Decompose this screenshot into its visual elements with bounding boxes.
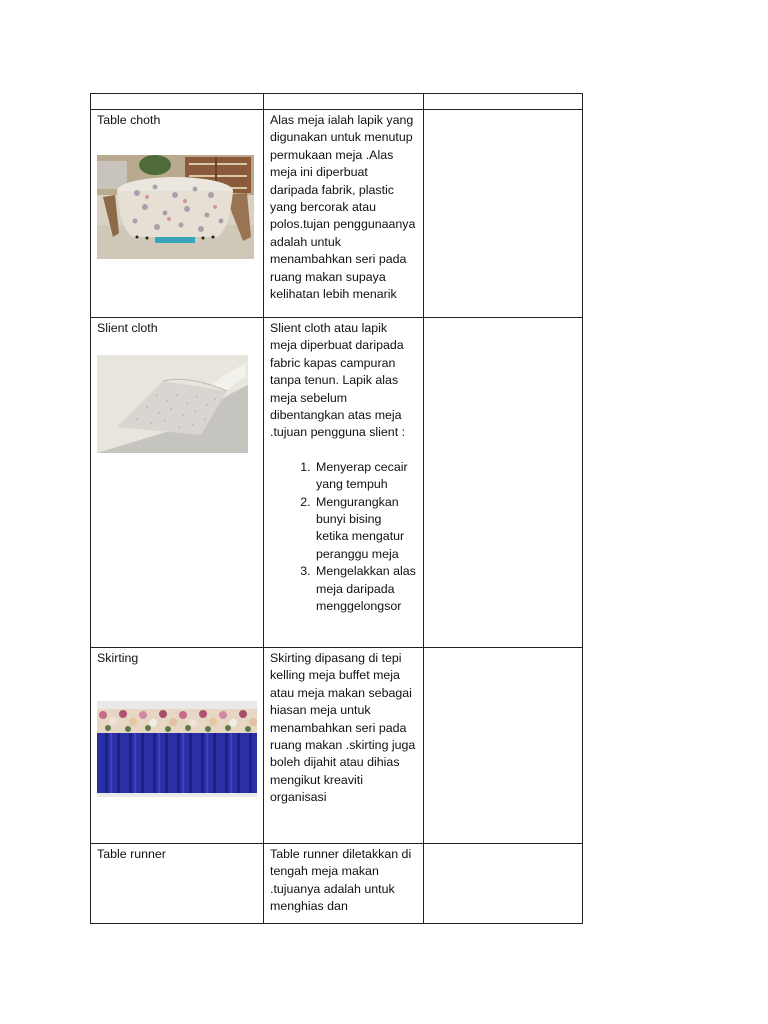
item-label: Skirting [97, 651, 139, 665]
skirting-image [97, 701, 257, 797]
item-cell [91, 648, 264, 844]
purpose-list [270, 459, 417, 616]
item-cell [91, 110, 264, 318]
header-cell-1 [91, 94, 264, 110]
description-cell [264, 844, 424, 924]
list-item: 2. Mengurangkan bunyi bising ketika mengatur peranggu meja [314, 494, 417, 564]
item-label: Table choth [97, 113, 161, 127]
empty-cell [424, 648, 583, 844]
tablecloth-image [97, 155, 254, 259]
table-row [91, 648, 583, 844]
content-table [90, 93, 583, 924]
description-text: Slient cloth atau lapik meja diperbuat daripada fabric kapas campuran tanpa tenun. Lapik alas meja sebelum dibentangkan atas meja .tujuan pengguna slient : [270, 321, 406, 440]
empty-cell [424, 318, 583, 648]
table-row [91, 110, 583, 318]
header-cell-3 [424, 94, 583, 110]
silence-cloth-image [97, 355, 248, 453]
header-cell-2 [264, 94, 424, 110]
list-item: 3. Mengelakkan alas meja daripada menggelongsor [314, 563, 417, 615]
item-label: Slient cloth [97, 321, 158, 335]
item-label: Table runner [97, 847, 166, 861]
description-text: Table runner diletakkan di tengah meja makan .tujuanya adalah untuk menghias dan [270, 847, 412, 914]
list-item: 1. Menyerap cecair yang tempuh [314, 459, 417, 494]
header-row [91, 94, 583, 110]
description-cell [264, 648, 424, 844]
description-text: Alas meja ialah lapik yang digunakan untuk menutup permukaan meja .Alas meja ini diperbuat daripada fabrik, plastic yang bercorak atau polos.tujan penggunaanya adalah untuk menambahkan seri pada ruang makan supaya kelihatan lebih menarik [270, 113, 416, 302]
table-row [91, 318, 583, 648]
empty-cell [424, 110, 583, 318]
description-text: Skirting dipasang di tepi kelling meja buffet meja atau meja makan sebagai hiasan meja untuk menambahkan seri pada ruang makan .skirting juga boleh dijahit atau dihias mengikut kreaviti organisasi [270, 651, 416, 805]
empty-cell [424, 844, 583, 924]
table-row [91, 844, 583, 924]
item-cell [91, 844, 264, 924]
item-cell [91, 318, 264, 648]
description-cell [264, 318, 424, 648]
description-cell [264, 110, 424, 318]
